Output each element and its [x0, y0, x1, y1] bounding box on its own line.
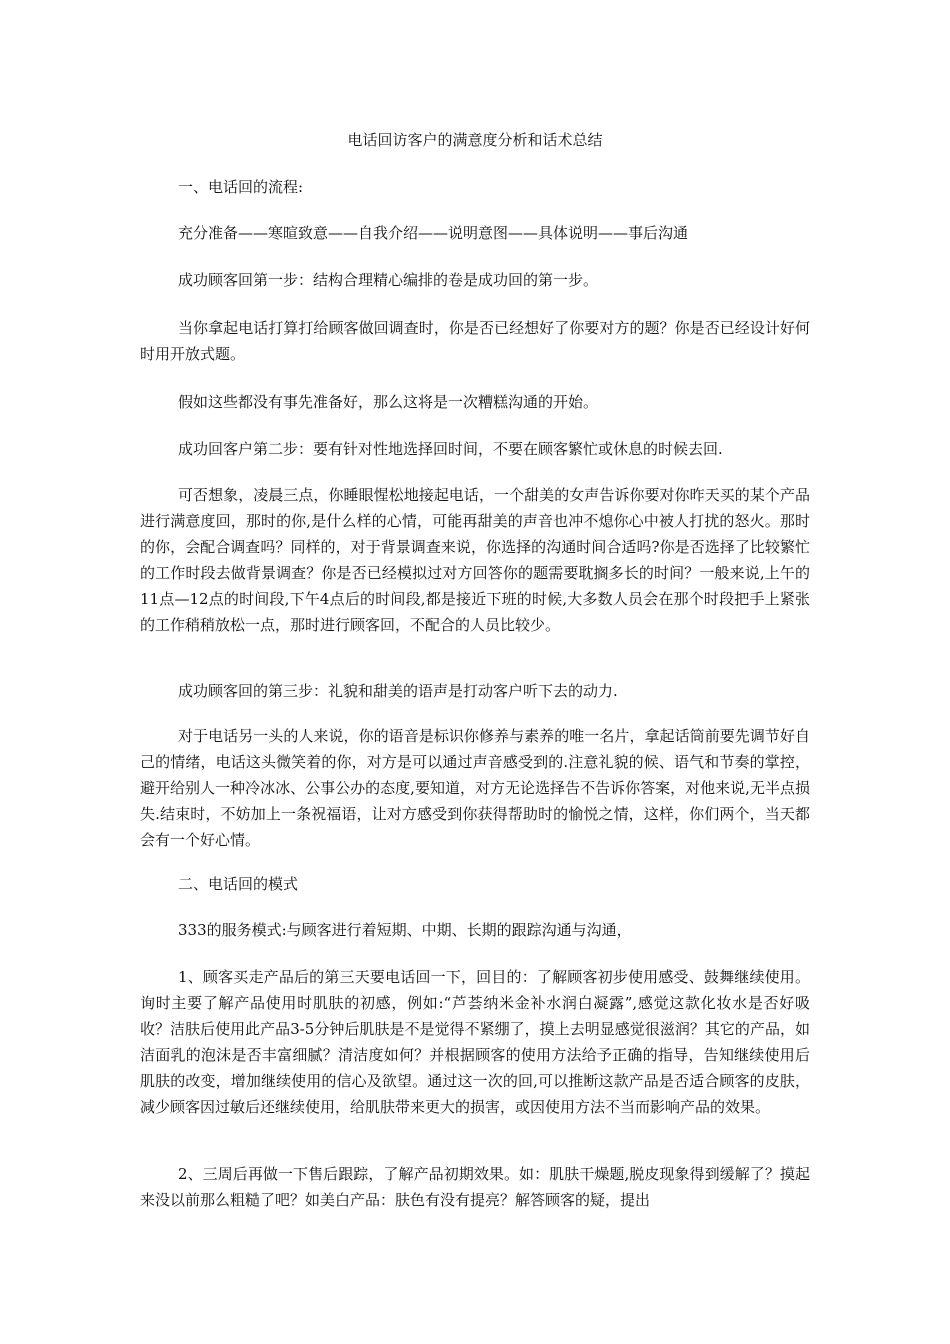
step-two-body: 可否想象，凌晨三点，你睡眼惺松地接起电话，一个甜美的女声告诉你要对你昨天买的某个产品进行满意度回，那时的你,是什么样的心情，可能再甜美的声音也冲不熄你心中被人打扰的怒火。那时的你，会配合调查吗？同样的，对于背景调查来说，你选择的沟通时间合适吗?你是否选择了比较繁忙的工作时段去做背景调查？你是否已经模拟过对方回答你的题需要耽搁多长的时间？一般来说,上午的11点—12点的时间段,下午4点后的时间段,都是接近下班的时候,大多数人员会在那个时段把手上紧张的工作稍稍放松一点，那时进行顾客回，不配合的人员比较少。 [140, 486, 810, 634]
step-three-body: 对于电话另一头的人来说，你的语音是标识你修养与素养的唯一名片，拿起话筒前要先调节好自己的情绪，电话这头微笑着的你，对方是可以通过声音感受到的.注意礼貌的候、语气和节奏的掌控，避开给别人一种冷冰冰、公事公办的态度,要知道，对方无论选择告不告诉你答案，对他来说,无半点损失.结束时，不妨加上一条祝福语，让对方感受到你获得帮助时的愉悦之情，这样，你们两个，当天都会有一个好心情。 [140, 727, 810, 849]
mode-item-2: 2、三周后再做一下售后跟踪，了解产品初期效果。如：肌肤干燥题,脱皮现象得到缓解了？摸起来没以前那么粗糙了吧？如美白产品：肤色有没有提亮？解答顾客的疑，提出 [140, 1165, 810, 1209]
section-heading-mode: 二、电话回的模式 [178, 875, 299, 893]
step-one-heading: 成功顾客回第一步：结构合理精心编排的卷是成功回的第一步。 [178, 271, 599, 289]
document-title: 电话回访客户的满意度分析和话术总结 [347, 131, 603, 149]
process-steps: 充分准备——寒暄致意——自我介绍——说明意图——具体说明——事后沟通 [178, 224, 689, 242]
service-mode: 333的服务模式:与顾客进行着短期、中期、长期的跟踪沟通与沟通， [178, 921, 632, 939]
mode-item-1: 1、顾客买走产品后的第三天要电话回一下，回目的：了解顾客初步使用感受、鼓舞继续使用。询时主要了解产品使用时肌肤的初感，例如:“芦荟纳米金补水润白凝露”,感觉这款化妆水是否好吸收？洁肤后使用此产品3-5分钟后肌肤是不是觉得不紧绷了，摸上去明显感觉很滋润？其它的产品，如洁面乳的泡沫是否丰富细腻？清洁度如何？并根据顾客的使用方法给予正确的指导，告知继续使用后肌肤的改变，增加继续使用的信心及欲望。通过这一次的回,可以推断这款产品是否适合顾客的皮肤，减少顾客因过敏后还继续使用，给肌肤带来更大的损害，或因使用方法不当而影响产品的效果。 [140, 968, 810, 1116]
step-three-heading: 成功顾客回的第三步：礼貌和甜美的语声是打动客户听下去的动力. [178, 682, 618, 700]
section-heading-process: 一、电话回的流程: [178, 178, 304, 196]
step-one-warning: 假如这些都没有事先准备好，那么这将是一次糟糕沟通的开始。 [178, 393, 599, 411]
step-one-body: 当你拿起电话打算打给顾客做回调查时，你是否已经想好了你要对方的题？你是否已经设计好何时用开放式题。 [140, 319, 810, 363]
step-two-heading: 成功回客户第二步：要有针对性地选择回时间，不要在顾客繁忙或休息的时候去回. [178, 440, 723, 458]
